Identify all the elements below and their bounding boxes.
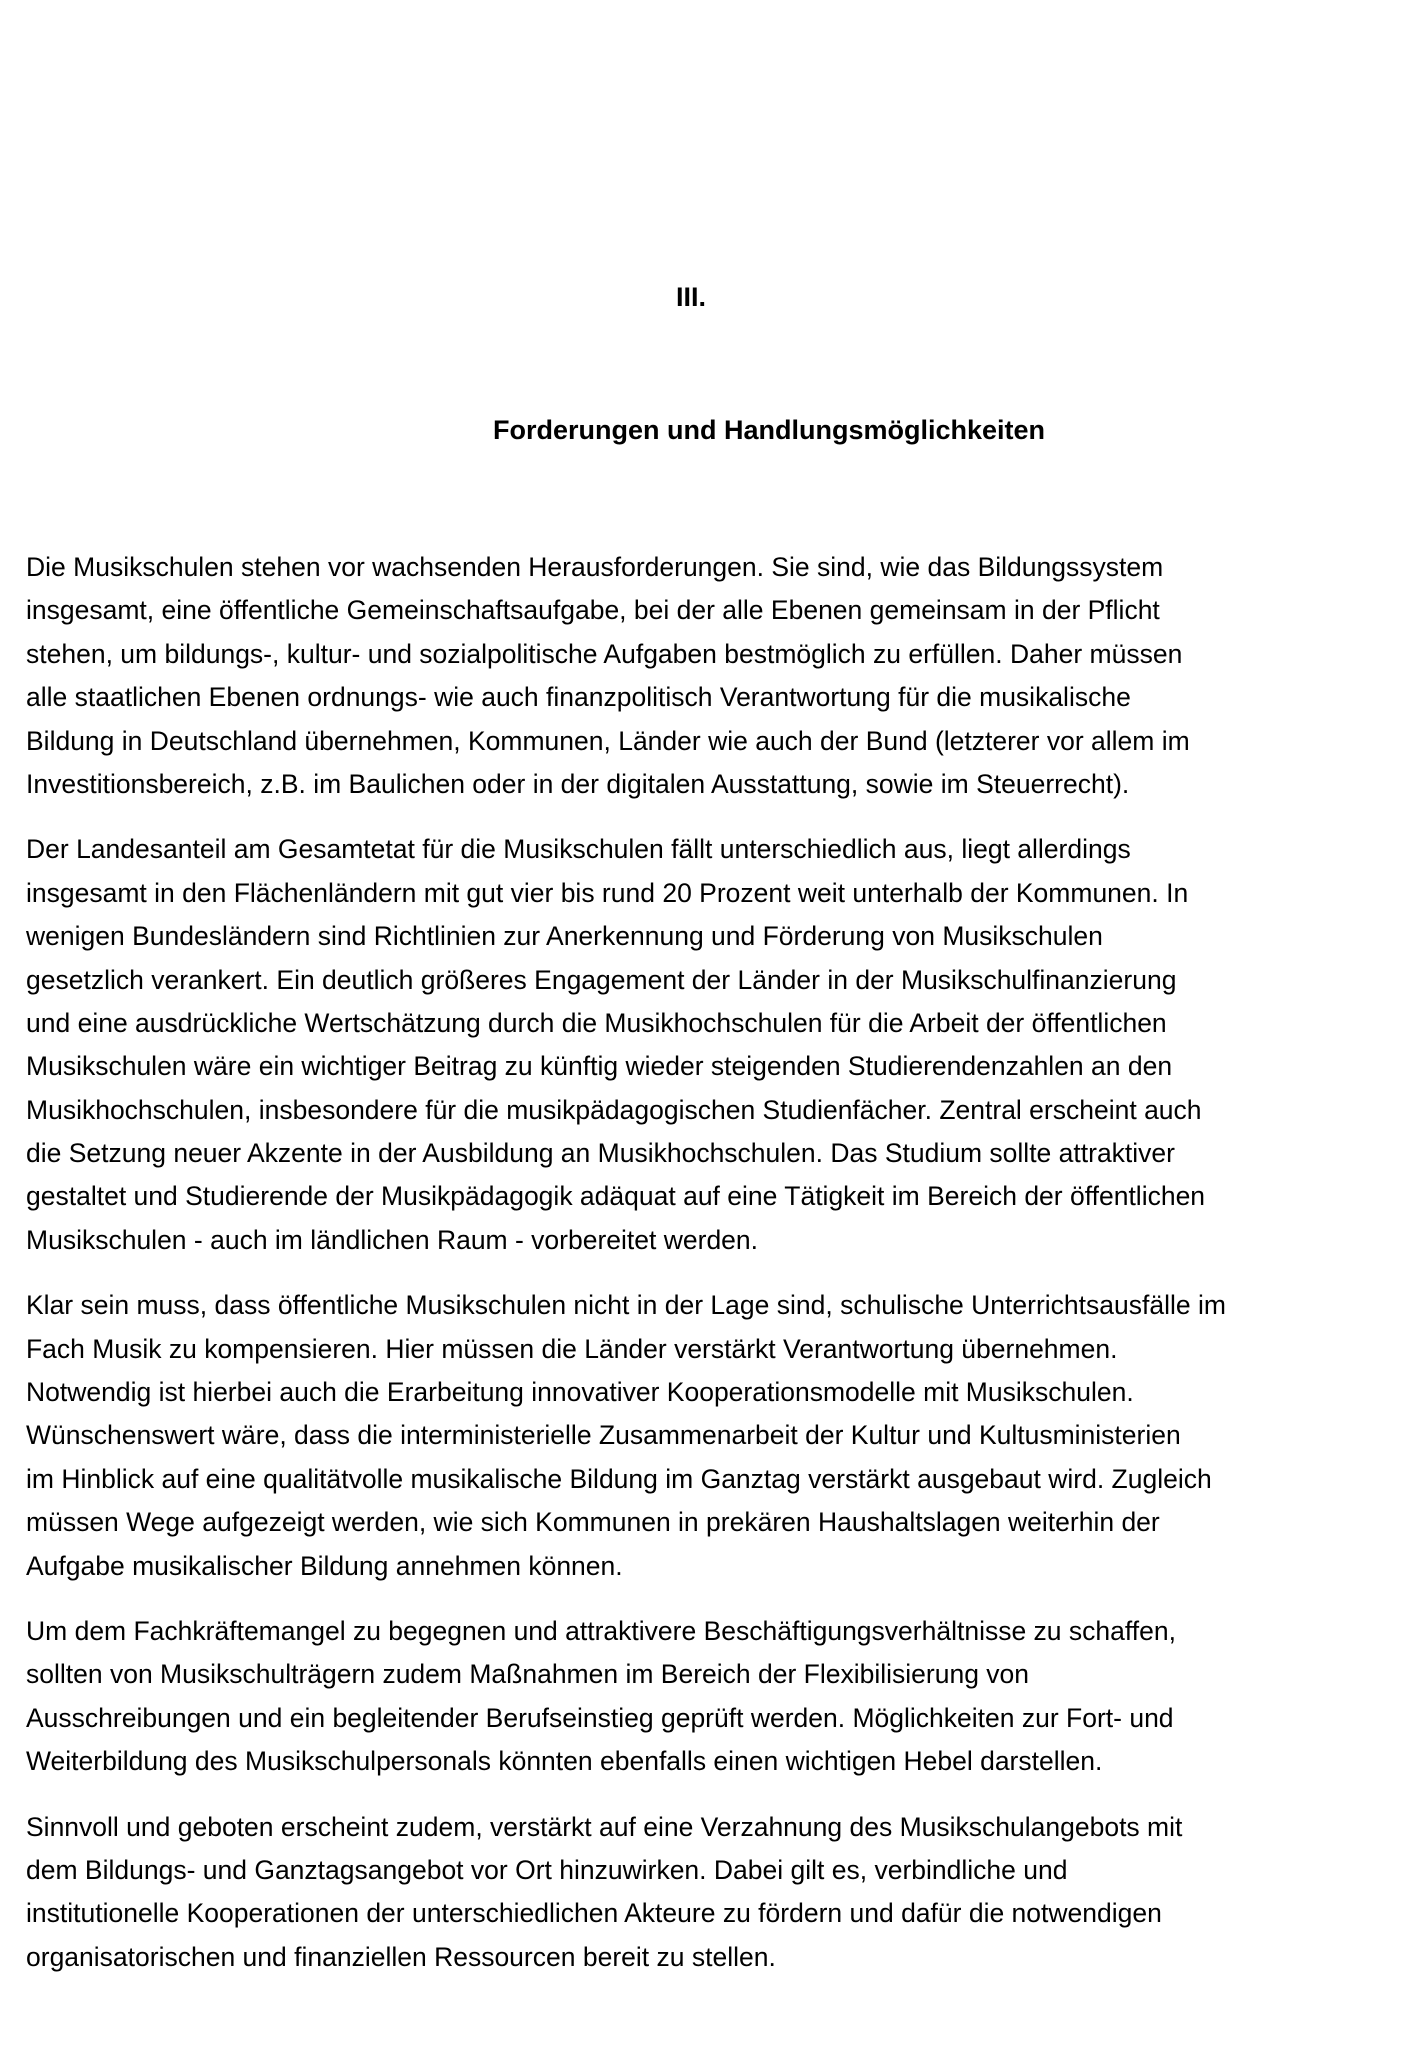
text-line: müssen Wege aufgezeigt werden, wie sich Kommunen in prekären Haushaltslagen weiterhin der <box>26 1507 1160 1538</box>
text-line: Aufgabe musikalischer Bildung annehmen können. <box>26 1550 623 1581</box>
paragraph <box>26 1284 1406 1588</box>
text-line: insgesamt, eine öffentliche Gemeinschaftsaufgabe, bei der alle Ebenen gemeinsam in der Pflicht <box>26 595 1160 626</box>
text-line: stehen, um bildungs-, kultur- und sozialpolitische Aufgaben bestmöglich zu erfüllen. Daher müssen <box>26 638 1183 669</box>
document-body <box>26 546 1406 2001</box>
paragraph <box>26 1610 1406 1784</box>
text-line: Musikschulen wäre ein wichtiger Beitrag zu künftig wieder steigenden Studierendenzahlen an den <box>26 1051 1173 1082</box>
text-line: gestaltet und Studierende der Musikpädagogik adäquat auf eine Tätigkeit im Bereich der öffentlichen <box>26 1181 1206 1212</box>
section-title: Forderungen und Handlungsmöglichkeiten <box>493 415 1046 445</box>
paragraph <box>26 828 1406 1262</box>
text-line: Wünschenswert wäre, dass die interministerielle Zusammenarbeit der Kultur und Kultusministerien <box>26 1420 1181 1451</box>
text-line: organisatorischen und finanziellen Ressourcen bereit zu stellen. <box>26 1941 776 1972</box>
text-line: Musikhochschulen, insbesondere für die musikpädagogischen Studienfächer. Zentral erscheint auch <box>26 1094 1202 1125</box>
paragraph <box>26 546 1406 806</box>
text-line: Ausschreibungen und ein begleitender Berufseinstieg geprüft werden. Möglichkeiten zur Fort- und <box>26 1702 1174 1733</box>
text-line: Die Musikschulen stehen vor wachsenden Herausforderungen. Sie sind, wie das Bildungssystem <box>26 552 1164 582</box>
text-line: Notwendig ist hierbei auch die Erarbeitung innovativer Kooperationsmodelle mit Musikschulen. <box>26 1377 1134 1408</box>
text-line: wenigen Bundesländern sind Richtlinien zur Anerkennung und Förderung von Musikschulen <box>26 921 1103 952</box>
text-line: die Setzung neuer Akzente in der Ausbildung an Musikhochschulen. Das Studium sollte attraktiver <box>26 1138 1175 1169</box>
text-line: sollten von Musikschulträgern zudem Maßnahmen im Bereich der Flexibilisierung von <box>26 1659 1030 1690</box>
paragraph <box>26 1806 1406 1980</box>
text-line: dem Bildungs- und Ganztagsangebot vor Ort hinzuwirken. Dabei gilt es, verbindliche und <box>26 1854 1068 1885</box>
text-line: alle staatlichen Ebenen ordnungs- wie auch finanzpolitisch Verantwortung für die musikalische <box>26 682 1131 713</box>
text-line: Um dem Fachkräftemangel zu begegnen und attraktivere Beschäftigungsverhältnisse zu schaffen, <box>26 1615 1176 1646</box>
text-line: Fach Musik zu kompensieren. Hier müssen die Länder verstärkt Verantwortung übernehmen. <box>26 1333 1118 1364</box>
text-line: Der Landesanteil am Gesamtetat für die Musikschulen fällt unterschiedlich aus, liegt allerdings <box>26 834 1131 865</box>
text-line: und eine ausdrückliche Wertschätzung durch die Musikhochschulen für die Arbeit der öffentlichen <box>26 1007 1167 1038</box>
text-line: Investitionsbereich, z.B. im Baulichen oder in der digitalen Ausstattung, sowie im Steuerrecht). <box>26 768 1130 799</box>
text-line: gesetzlich verankert. Ein deutlich größeres Engagement der Länder in der Musikschulfinanzierung <box>26 964 1177 995</box>
text-line: Sinnvoll und geboten erscheint zudem, verstärkt auf eine Verzahnung des Musikschulangebots mit <box>26 1811 1183 1842</box>
text-line: im Hinblick auf eine qualitätvolle musikalische Bildung im Ganztag verstärkt ausgebaut wird. Zugleich <box>26 1463 1212 1494</box>
text-line: institutionelle Kooperationen der unterschiedlichen Akteure zu fördern und dafür die notwendigen <box>26 1898 1162 1929</box>
text-line: Musikschulen - auch im ländlichen Raum - vorbereitet werden. <box>26 1224 759 1255</box>
text-line: Weiterbildung des Musikschulpersonals könnten ebenfalls einen wichtigen Hebel darstellen. <box>26 1746 1103 1777</box>
text-line: insgesamt in den Flächenländern mit gut vier bis rund 20 Prozent weit unterhalb der Kommunen. In <box>26 877 1189 908</box>
text-line: Bildung in Deutschland übernehmen, Kommunen, Länder wie auch der Bund (letzterer vor allem im <box>26 725 1190 756</box>
text-line: Klar sein muss, dass öffentliche Musikschulen nicht in der Lage sind, schulische Unterrichtsausfälle im <box>26 1290 1226 1321</box>
section-number: III. <box>676 282 707 312</box>
